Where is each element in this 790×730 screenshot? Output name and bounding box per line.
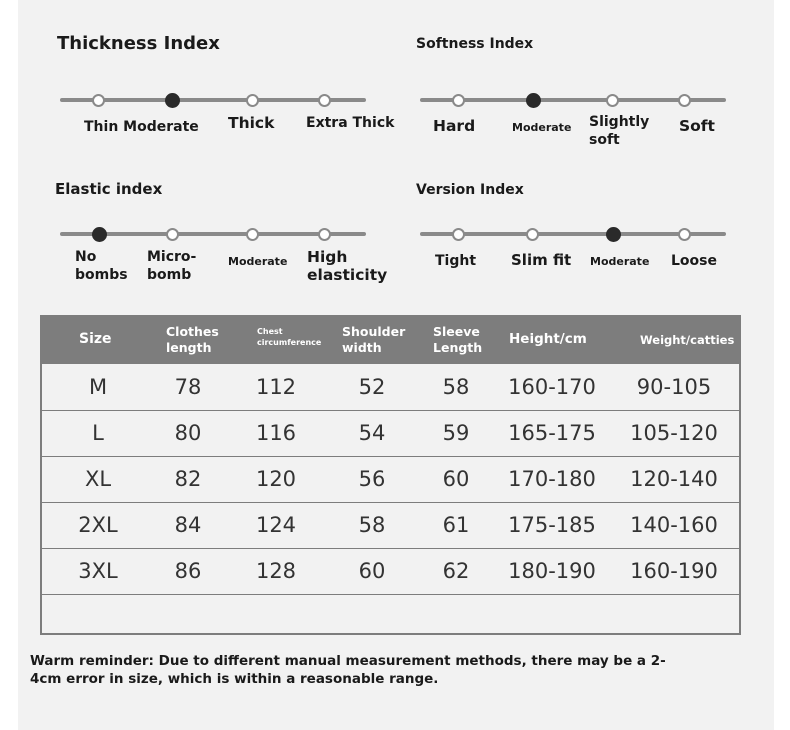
table-row xyxy=(42,548,739,595)
elastic-label: No bombs xyxy=(75,249,128,283)
elastic-index-title: Elastic index xyxy=(55,180,163,198)
cell-height: 165-175 xyxy=(508,421,596,445)
thickness-label: Thick xyxy=(228,114,275,132)
table-row-empty xyxy=(42,594,739,640)
cell-size: 3XL xyxy=(78,559,118,583)
elastic-index-dot xyxy=(246,228,259,241)
thickness-index-dot xyxy=(318,94,331,107)
header-shoulder-width: Shoulder width xyxy=(342,324,406,355)
cell-height: 180-190 xyxy=(508,559,596,583)
header-clothes-length: Clothes length xyxy=(166,324,219,355)
softness-index-dot xyxy=(678,94,691,107)
cell-weight: 120-140 xyxy=(630,467,718,491)
cell-size: 2XL xyxy=(78,513,118,537)
version-index-title: Version Index xyxy=(416,182,524,198)
softness-label: Slightly soft xyxy=(589,114,650,148)
cell-clothes-length: 80 xyxy=(174,421,202,445)
elastic-label: Moderate xyxy=(228,255,288,268)
version-index-dot-selected xyxy=(606,227,621,242)
header-size: Size xyxy=(79,331,112,347)
cell-sleeve: 60 xyxy=(442,467,470,491)
elastic-label: Micro- bomb xyxy=(147,249,197,283)
softness-index-dot-selected xyxy=(526,93,541,108)
cell-chest: 128 xyxy=(255,559,297,583)
cell-height: 170-180 xyxy=(508,467,596,491)
softness-index-title: Softness Index xyxy=(416,36,534,52)
cell-size: XL xyxy=(84,467,112,491)
version-label: Tight xyxy=(435,253,477,269)
elastic-index-dot-selected xyxy=(92,227,107,242)
cell-chest: 116 xyxy=(255,421,297,445)
version-index-dot xyxy=(452,228,465,241)
cell-size: M xyxy=(88,375,108,399)
table-row xyxy=(42,456,739,503)
header-weight: Weight/catties xyxy=(640,333,735,347)
softness-label: Hard xyxy=(433,117,476,135)
version-label: Moderate xyxy=(590,255,650,268)
table-row xyxy=(42,502,739,549)
cell-sleeve: 62 xyxy=(442,559,470,583)
softness-label: Moderate xyxy=(512,121,572,134)
elastic-label: High elasticity xyxy=(307,248,388,284)
cell-sleeve: 61 xyxy=(442,513,470,537)
version-label: Slim fit xyxy=(511,251,572,269)
table-header xyxy=(42,317,739,364)
cell-shoulder: 60 xyxy=(358,559,386,583)
thickness-index-title: Thickness Index xyxy=(57,33,220,54)
cell-clothes-length: 84 xyxy=(174,513,202,537)
cell-weight: 105-120 xyxy=(630,421,718,445)
softness-label: Soft xyxy=(679,117,715,135)
cell-chest: 124 xyxy=(255,513,297,537)
softness-index-dot xyxy=(452,94,465,107)
header-height: Height/cm xyxy=(509,331,587,347)
cell-shoulder: 52 xyxy=(358,375,386,399)
cell-sleeve: 59 xyxy=(442,421,470,445)
thickness-index-dot xyxy=(246,94,259,107)
cell-clothes-length: 78 xyxy=(174,375,202,399)
softness-index-dot xyxy=(606,94,619,107)
cell-shoulder: 58 xyxy=(358,513,386,537)
cell-shoulder: 56 xyxy=(358,467,386,491)
cell-weight: 140-160 xyxy=(630,513,718,537)
cell-sleeve: 58 xyxy=(442,375,470,399)
cell-chest: 112 xyxy=(255,375,297,399)
cell-weight: 160-190 xyxy=(630,559,718,583)
cell-height: 160-170 xyxy=(508,375,596,399)
cell-shoulder: 54 xyxy=(358,421,386,445)
cell-clothes-length: 82 xyxy=(174,467,202,491)
elastic-index-dot xyxy=(318,228,331,241)
header-sleeve-length: Sleeve Length xyxy=(433,324,483,355)
header-chest-circumference: Chest circumference xyxy=(257,327,322,347)
cell-size: L xyxy=(92,421,104,445)
version-index-dot xyxy=(678,228,691,241)
cell-clothes-length: 86 xyxy=(174,559,202,583)
thickness-label: Extra Thick xyxy=(306,115,395,131)
table-row xyxy=(42,364,739,411)
elastic-index-dot xyxy=(166,228,179,241)
table-row xyxy=(42,410,739,457)
cell-height: 175-185 xyxy=(508,513,596,537)
thickness-index-dot xyxy=(92,94,105,107)
warm-reminder-note: Warm reminder: Due to different manual measurement methods, there may be a 2-4cm error in size, which is within a reasonable range. xyxy=(30,653,666,687)
cell-chest: 120 xyxy=(255,467,297,491)
thickness-index-dot-selected xyxy=(165,93,180,108)
version-label: Loose xyxy=(671,253,717,269)
version-index-dot xyxy=(526,228,539,241)
size-table xyxy=(40,315,741,635)
thickness-label: Thin Moderate xyxy=(84,119,199,135)
cell-weight: 90-105 xyxy=(636,375,712,399)
